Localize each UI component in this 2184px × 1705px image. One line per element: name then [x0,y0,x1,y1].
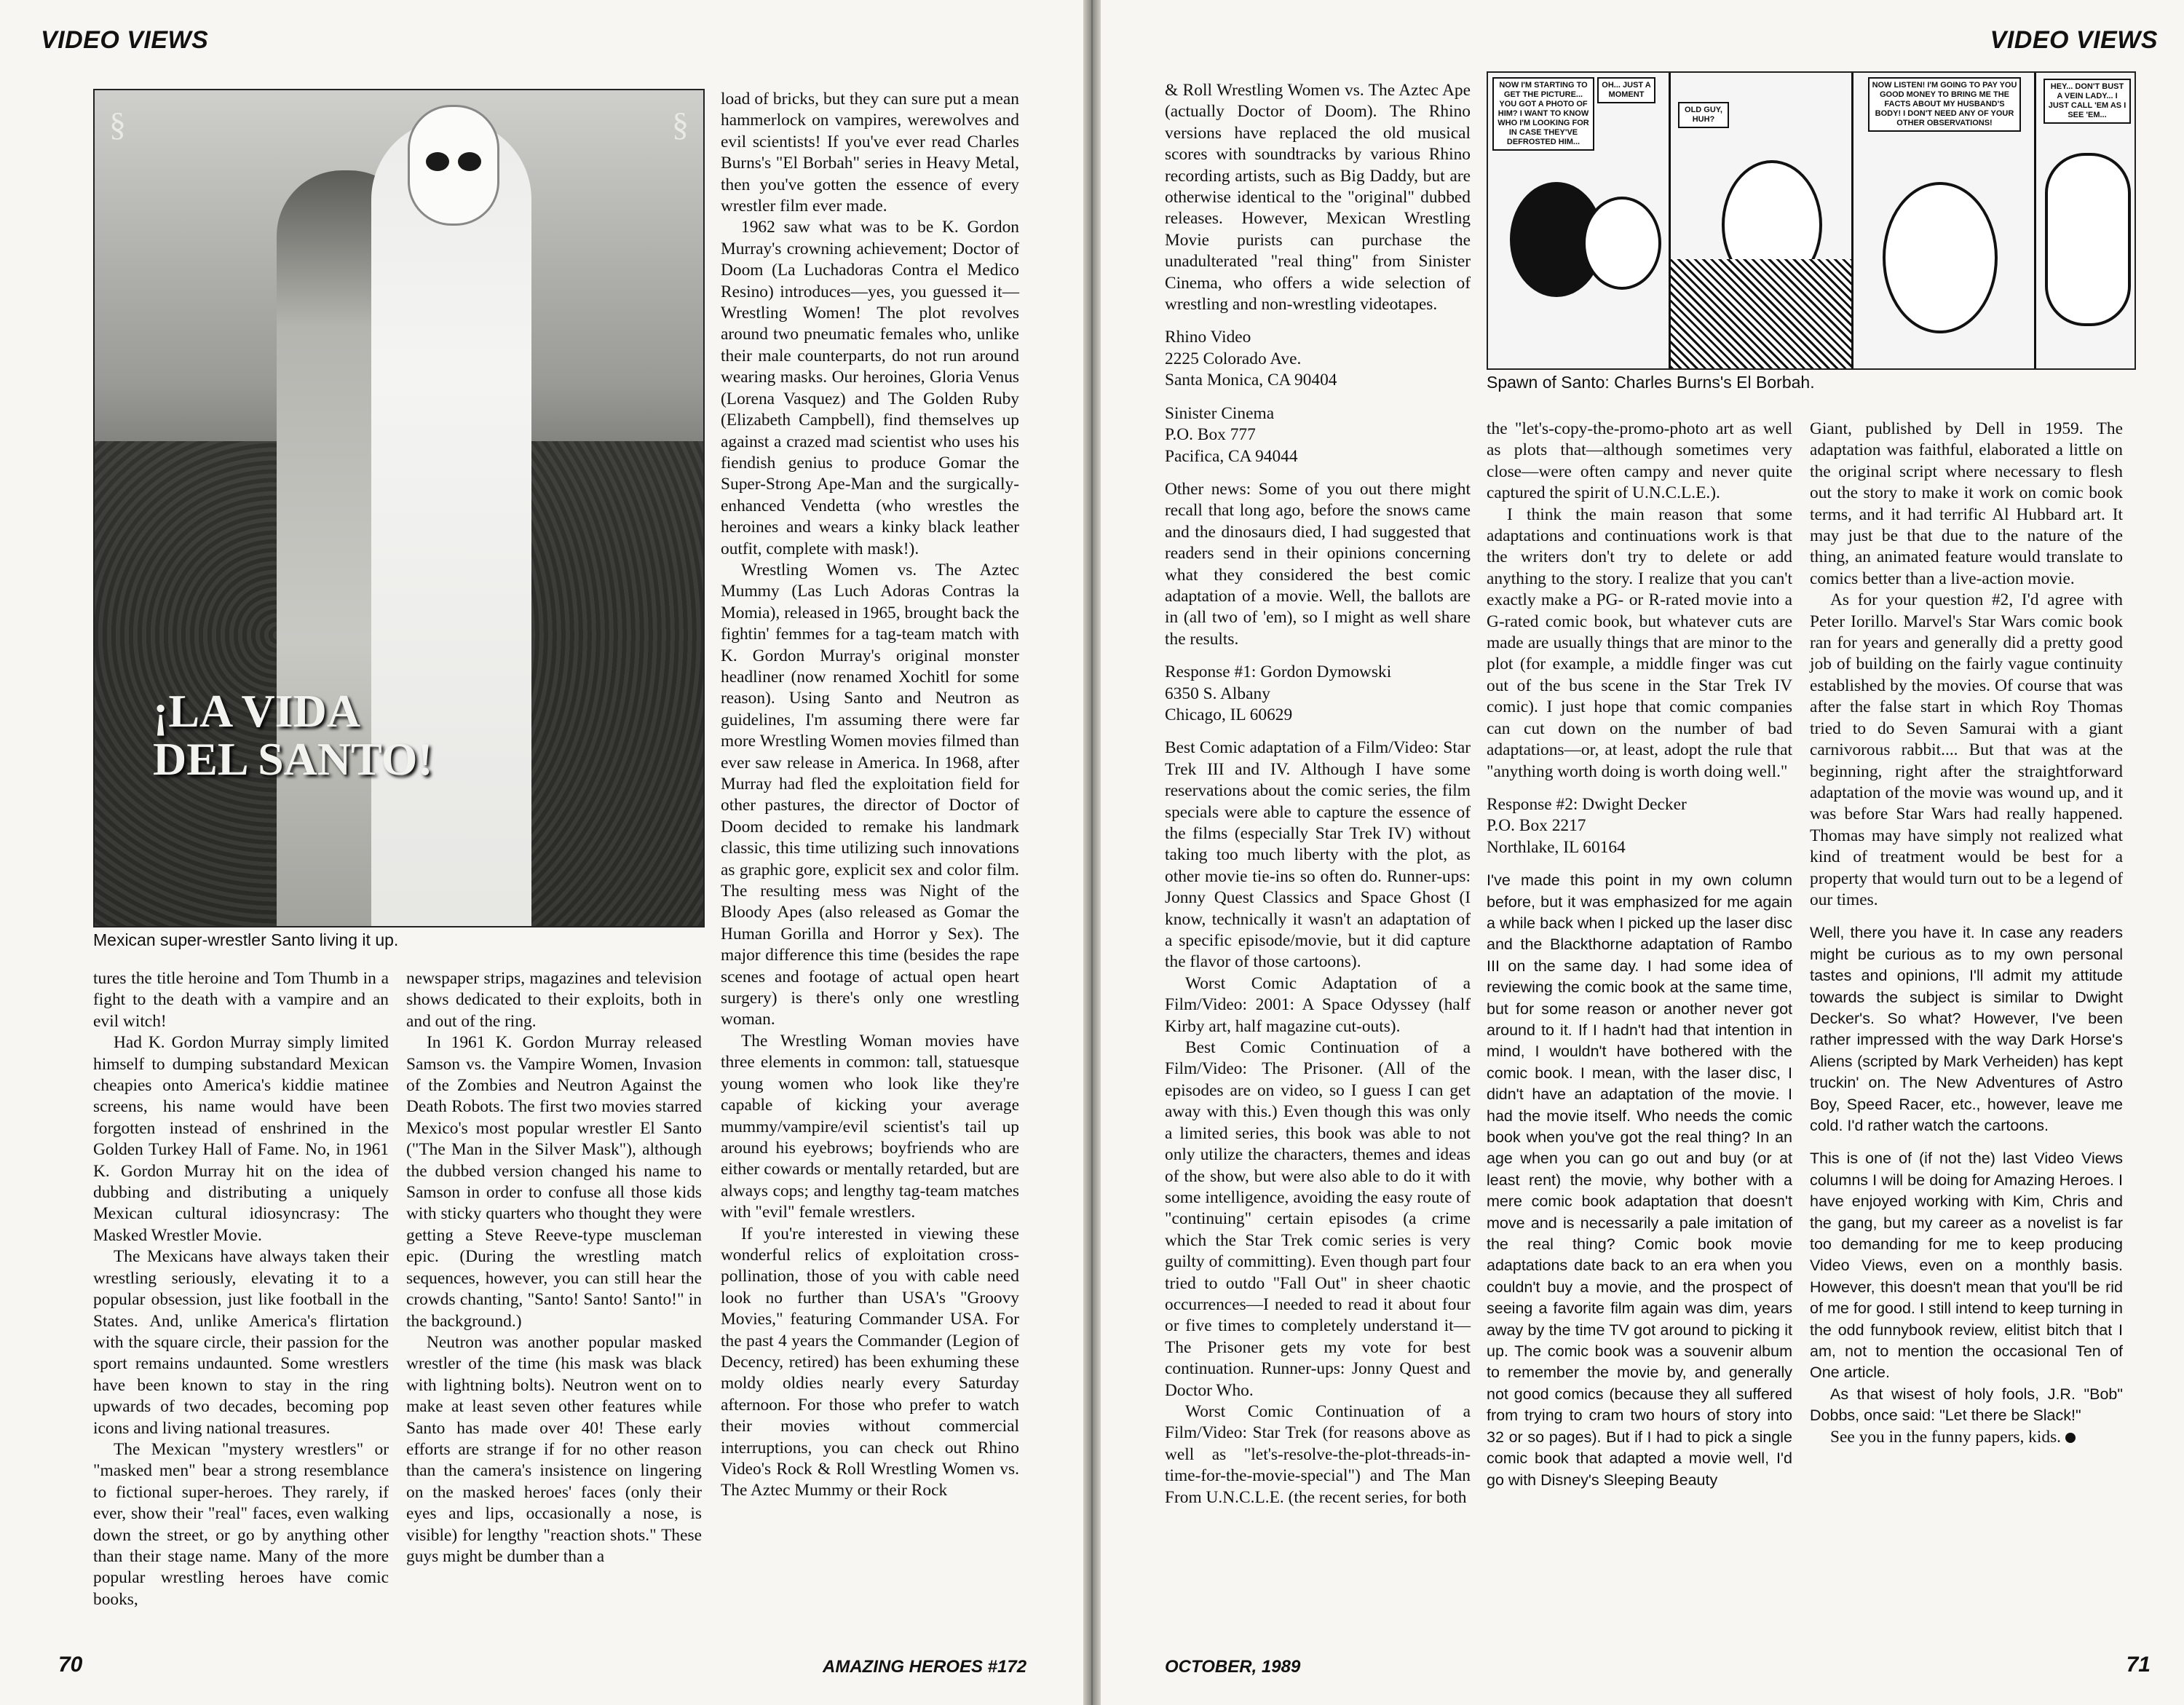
ornament-left: § [109,106,126,143]
paragraph: Neutron was another popular masked wrestler of the time (his mask was black with lightning bolts). Neutron went on to make at least seven other features while Santo has made over 40! These early efforts are strange if for no other reason than the camera's insistence on lingering on the masked heroes' faces (only their eyes and lips, occasionally a nose, is visible) for lengthy "reaction shots." These guys might be dumber than a [406,1332,702,1566]
left-column-1 [93,968,389,1610]
paragraph: Wrestling Women vs. The Aztec Mummy (Las Luch Adoras Contras la Momia), released in 1965, brought back the fightin' femmes for a tag-team match with K. Gordon Murray's original monster headliner (now renamed Xochitl for some reason). Using Santo and Neutron as guidelines, I'm assuming there were far more Wrestling Women movies filmed than ever saw release in America. In 1968, after Murray had fled the exploitation field for other pastures, the director of Doctor of Doom decided to remake his landmark classic, this time utilizing such innovations as graphic gore, explicit sex and color film. The resulting mess was Night of the Bloody Apes (also released as Gomar the Human Gorilla and Horror y Sex). The major difference this time (besides the rape scenes and footage of actual open heart surgery) is there's only one wrestling woman. [721,560,1019,1029]
address-line: Response #1: Gordon Dymowski [1165,662,1392,682]
address-line: Response #2: Dwight Decker [1487,794,1687,814]
silver-mask-figure [408,105,499,226]
address-line: Sinister Cinema [1165,403,1275,423]
paragraph: I think the main reason that some adaptations and continuations work is that the writers don't try to delete or add anything to the story. I realize that you can't exactly make a PG- or R-rated movie into a G-rated comic book, but whatever cuts are made are usually things that are minor to the plot (for example, a middle finger was cut out of the bus scene in the Star Trek IV comic). I just hope that comic companies can cut down on the number of bad adaptations—or, at least, adopt the rule that "anything worth doing is worth doing well." [1487,505,1792,781]
spine-gutter [1083,0,1101,1705]
ornament-right: § [672,106,689,143]
right-column-1 [1165,80,1471,1508]
paragraph: 1962 saw what was to be K. Gordon Murray's crowning achievement; Doctor of Doom (La Luchadoras Contra el Medico Resino) introduces—yes, you guessed it—Wrestling Women! The plot revolves around two pneumatic females who, unlike their male counterparts, do not run around wearing masks. Our heroines, Gloria Venus (Lorena Vasquez) and The Golden Ruby (Elizabeth Campbell), find themselves up against a crazed mad scientist who uses his fiendish genius to produce Gomar the Super-Strong Ape-Man and the surgically-enhanced Vendetta (who wrestles the heroines and wears a kinky black leather outfit, complete with mask!). [721,218,1019,558]
hatching [1671,259,1851,368]
comic-panel-1 [1488,73,1671,368]
paragraph: As that wisest of holy fools, J.R. "Bob" Dobbs, once said: "Let there be Slack!" [1810,1385,2123,1425]
photo-santo-figure [371,119,531,927]
closing-text: See you in the funny papers, kids. [1830,1427,2062,1447]
photo-title: ¡LA VIDA DEL SANTO! [153,685,433,785]
paragraph: If you're interested in viewing these wonderful relics of exploitation cross-pollination, those of you with cable need look no further than USA's "Groovy Movies," featuring Commander USA. For the past 4 years the Commander (Legion of Decency, retired) has been exhuming these moldy oldies nearly every Saturday afternoon. For those who prefer to watch their movies without commercial interruptions, you can check out Rhino Video's Rock & Roll Wrestling Women vs. The Aztec Mummy or their Rock [721,1224,1019,1500]
closing-line [1810,1427,2123,1448]
paragraph: I've made this point in my own column before, but it was emphasized for me again a while back when I picked up the laser disc and the Blackthorne adaptation of Rambo III on the same day. I had some idea of reviewing the comic book at the same time, but for some reason or another never got around to it. If I hadn't had that intention in mind, I wouldn't have bothered with the comic book. I mean, with the laser disc, I didn't have an adaptation of the movie. I had the movie itself. Who needs the comic book when you've got the real thing? In an age when you can go out and buy (or at least rent) the movie, why bother with a mere comic book adaptation that doesn't move and is necessarily a pale imitation of the real thing? Comic book movie adaptations date back to an era when you couldn't buy a movie, and the prospect of seeing a favorite film again was dim, years away by the time TV got around to picking it up. The comic book was a souvenir album to remember the movie by, and generally not good comics (because they all suffered from trying to cram two hours of story into 32 or so pages). But if I had to pick a single comic book that adapted a movie well, I'd go with Disney's Sleeping Beauty [1487,871,1792,1489]
woman-face-figure [1883,182,1998,333]
paragraph: Worst Comic Adaptation of a Film/Video: 2001: A Space Odyssey (half Kirby art, half magazine cut-outs). [1165,973,1471,1036]
paragraph: tures the title heroine and Tom Thumb in a fight to the death with a vampire and an evil witch! [93,969,389,1031]
paragraph: Other news: Some of you out there might recall that long ago, before the snows came and the dinosaurs died, I had suggested that readers send in their opinions concerning what they considered the best comic adaptation of a movie. Well, the ballots are in (all two of 'em), so I might as well share the results. [1165,479,1471,649]
speech-bubble: HEY... DON'T BUST A VEIN LADY... I JUST CALL 'EM AS I SEE 'EM... [2043,79,2131,124]
address-line: Northlake, IL 60164 [1487,837,1626,857]
comic-caption: Spawn of Santo: Charles Burns's El Borbah. [1487,373,1815,392]
address-line: P.O. Box 777 [1165,425,1256,445]
paragraph: In 1961 K. Gordon Murray released Samson vs. the Vampire Women, Invasion of the Zombies and Neutron Against the Death Robots. The first two movies starred Mexico's most popular wrestler El Santo ("The Man in the Silver Mask"), although the dubbed version changed his name to Samson in order to confuse all those kids with sticky quarters who thought they were getting a Steve Reeve-type muscleman epic. (During the wrestling match sequences, however, you can still hear the crowds chanting, "Santo! Santo! Santo!" in the background.) [406,1033,702,1331]
left-column-3 [721,89,1019,1502]
address-line: Santa Monica, CA 90404 [1165,371,1337,390]
speech-bubble: OLD GUY, HUH? [1678,102,1729,128]
paragraph: Best Comic adaptation of a Film/Video: Star Trek III and IV. Although I have some reservations about the comic series, the film specials were able to capture the essence of the films (especially Star Trek IV) without taking too much liberty with the plot, as other movie tie-ins so often do. Runner-ups: Jonny Quest Classics and Space Ghost (I know, technically it wasn't an adaptation of a specific episode/movie, but it did capture the flavor of those cartoons). [1165,738,1471,972]
footer-date: OCTOBER, 1989 [1165,1657,1301,1677]
el-borbah-mask-figure [2045,153,2131,326]
comic-panel-4 [2036,73,2134,368]
address-line: Chicago, IL 60629 [1165,705,1293,724]
paragraph: Well, there you have it. In case any readers might be curious as to my own personal tastes and opinions, I'll admit my attitude towards the subject is similar to Dwight Decker's. So what? However, I've been rather impressed with the way Dark Horse's Aliens (scripted by Mark Verheiden) has kept truckin' on. The New Adventures of Astro Boy, Speed Racer, etc., however, leave me cold. I'd rather watch the cartoons. [1810,924,2123,1134]
address-line: Pacifica, CA 94044 [1165,446,1298,466]
left-column-2 [406,968,702,1567]
end-mark-icon [2065,1433,2076,1443]
right-column-2 [1487,419,1792,1491]
paragraph: newspaper strips, magazines and television shows dedicated to their exploits, both in and out of the ring. [406,969,702,1031]
address-line: Rhino Video [1165,328,1251,347]
el-borbah-comic-strip [1487,71,2136,370]
woman-figure [1583,197,1661,290]
running-head-left: VIDEO VIEWS [41,26,209,54]
paragraph: Had K. Gordon Murray simply limited himself to dumping substandard Mexican cheapies onto America's kiddie matinee screens, his name would have been forgotten instead of enshrined in the Golden Turkey Hall of Fame. No, in 1961 K. Gordon Murray hit on the idea of dubbing and distributing a uniquely Mexican cultural idiosyncrasy: The Masked Wrestler Movie. [93,1033,389,1245]
address-line: P.O. Box 2217 [1487,816,1586,836]
right-column-3 [1810,419,2123,1448]
running-head-right: VIDEO VIEWS [1990,26,2158,54]
paragraph: As for your question #2, I'd agree with Peter Iorillo. Marvel's Star Wars comic book ran for years and generally did a pretty good job of building on the fairly vague continuity established by the movies. Of course that was after the false start in which Roy Thomas tried to do Seven Samurai with a giant carnivorous rabbit.... But that was at the beginning, right after the straightforward adaptation of the movie was wound up, and it was before Star Wars had really happened. Thomas may have simply not realized what kind of treatment would be best for a property that would turn out to be a legend of our times. [1810,590,2123,909]
paragraph: & Roll Wrestling Women vs. The Aztec Ape (actually Doctor of Doom). The Rhino versions have replaced the old musical scores with soundtracks by various Rhino recording artists, such as Big Daddy, but are otherwise identical to the "original" dubbed releases. However, Mexican Wrestling Movie purists can purchase the unadulterated "real thing" from Sinister Cinema, who offers a wide selection of wrestling and non-wrestling videotapes. [1165,81,1471,315]
paragraph: load of bricks, but they can sure put a mean hammerlock on vampires, werewolves and evil scientists! If you've ever read Charles Burns's "El Borbah" series in Heavy Metal, then you've gotten the essence of every wrestler film ever made. [721,90,1019,216]
santo-photo [93,89,705,927]
comic-panel-3 [1853,73,2036,368]
photo-caption: Mexican super-wrestler Santo living it up. [93,930,399,949]
paragraph: The Mexican "mystery wrestlers" or "masked men" bear a strong resemblance to fictional super-heroes. They rarely, if ever, show their "real" faces, even walking down the street, or go by anything other than their stage name. Many of the more popular wrestling heroes have comic books, [93,1439,389,1609]
paragraph: This is one of (if not the) last Video Views columns I will be doing for Amazing Heroes. I have enjoyed working with Kim, Chris and the gang, but my career as a novelist is far too demanding for me to keep producing Video Views, even on a monthly basis. However, this doesn't mean that you'll be rid of me for good. I still intend to keep turning in the odd funnybook review, elitist bitch that I am, not to mention the occasional Ten of One article. [1810,1150,2123,1382]
footer-magazine-title: AMAZING HEROES #172 [823,1657,1027,1677]
paragraph: Best Comic Continuation of a Film/Video: The Prisoner. (All of the episodes are on video, so I guess I can get away with this.) Even though this was only a limited series, this book was able to not only utilize the characters, themes and ideas of the show, but were also able to do it with some intelligence, avoiding the easy route of "continuing" certain episodes (a crime which the Star Trek comic series is very guilty of committing). Even though part four tried to outdo "Fall Out" in sheer chaotic occurrences—I needed to read it about four or five times to completely understand it—The Prisoner gets my vote for best continuation. Runner-ups: Jonny Quest and Doctor Who. [1165,1038,1471,1400]
page-number-right: 71 [2126,1653,2151,1677]
page-number-left: 70 [58,1653,83,1677]
speech-bubble: NOW LISTEN! I'M GOING TO PAY YOU GOOD MONEY TO BRING ME THE FACTS ABOUT MY HUSBAND'S BODY! I DON'T NEED ANY OF YOUR OTHER OBSERVATIONS! [1868,77,2021,132]
paragraph: The Mexicans have always taken their wrestling seriously, elevating it to a popular obsession, just like football in the States. And, unlike America's flirtation with the square circle, their passion for the sport remains undaunted. Some wrestlers have been known to stay in the ring upwards of two decades, becoming pop icons and living national treasures. [93,1247,389,1438]
address-line: 2225 Colorado Ave. [1165,349,1302,368]
address-line: 6350 S. Albany [1165,684,1270,703]
comic-panel-2 [1671,73,1853,368]
speech-bubble: OH... JUST A MOMENT [1597,77,1655,103]
paragraph: Worst Comic Continuation of a Film/Video: Star Trek (for reasons above as well as "let's-resolve-the-plot-threads-in-time-for-the-movie-special") and The Man From U.N.C.L.E. (the recent series, for both [1165,1401,1471,1507]
paragraph: the "let's-copy-the-promo-photo art as well as plots that—although sometimes very close—were often campy and never quite captured the spirit of U.N.C.L.E.). [1487,419,1792,503]
speech-bubble: NOW I'M STARTING TO GET THE PICTURE... YOU GOT A PHOTO OF HIM? I WANT TO KNOW WHO I'M LOOKING FOR IN CASE THEY'VE DEFROSTED HIM... [1492,77,1594,151]
paragraph: The Wrestling Woman movies have three elements in common: tall, statuesque young women who look like they're capable of kicking your average mummy/vampire/evil scientist's tail up around his eyebrows; boyfriends who are either cowards or mentally retarded, but are always cops; and lengthy tag-team matches with "evil" female wrestlers. [721,1031,1019,1222]
right-page [1101,0,2184,1705]
left-page [0,0,1083,1705]
paragraph: Giant, published by Dell in 1959. The adaptation was faithful, elaborated a little on the original script where necessary to flesh out the story to make it work on comic book terms, and it had terrific Al Hubbard art. It may just be that due to the nature of the thing, an animated feature would translate to comics better than a live-action movie. [1810,419,2123,588]
